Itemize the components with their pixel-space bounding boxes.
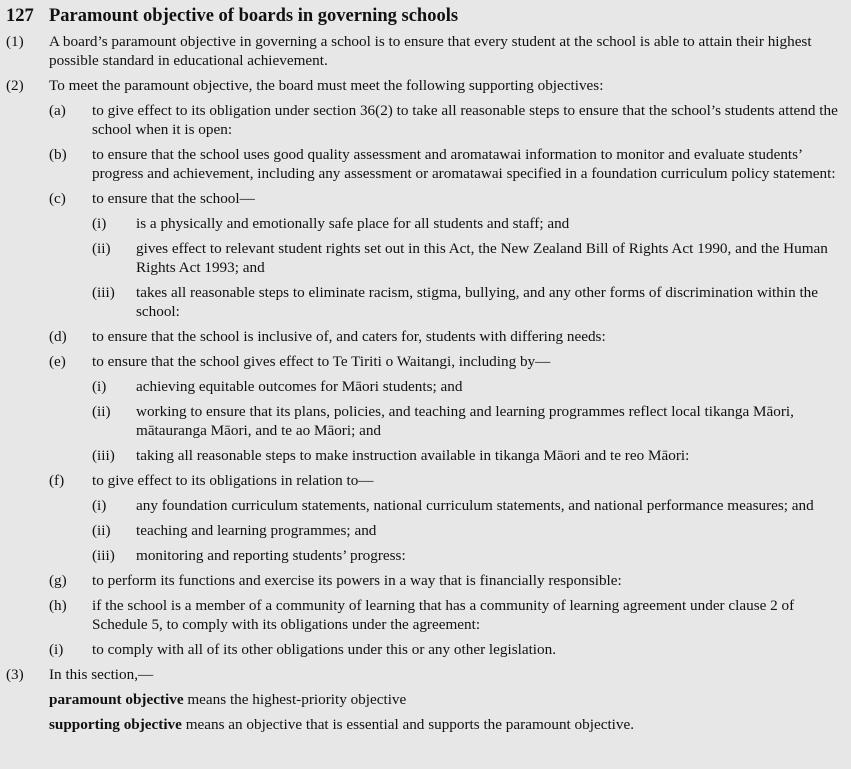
subparagraph-label: (ii) [92, 240, 111, 257]
subsection-1 [6, 32, 843, 70]
paragraph-label: (a) [49, 102, 66, 119]
subparagraph-e-iii [6, 446, 843, 465]
definition-term: paramount objective [49, 691, 184, 708]
section-heading [6, 5, 843, 27]
paragraph-text: if the school is a member of a community of learning that has a community of learning agreement under clause 2 of Schedule 5, to comply with its obligations under the agreement: [92, 597, 795, 633]
subsection-text: In this section,— [49, 666, 154, 683]
subparagraph-text: is a physically and emotionally safe place for all students and staff; and [136, 215, 570, 232]
paragraph-i [6, 640, 843, 659]
paragraph-label: (f) [49, 472, 65, 489]
paragraph-label: (i) [49, 641, 64, 658]
paragraph-c [6, 189, 843, 208]
section-number: 127 [6, 6, 34, 26]
paragraph-text: to ensure that the school uses good quality assessment and aromatawai information to monitor and evaluate students’ progress and achievement, including any assessment or aromatawai specified in a foundation curriculum policy statement: [92, 146, 836, 182]
subparagraph-f-i [6, 496, 843, 515]
subsection-3 [6, 665, 843, 684]
subparagraph-label: (i) [92, 378, 107, 395]
subsection-label: (1) [6, 33, 24, 50]
paragraph-text: to ensure that the school gives effect to Te Tiriti o Waitangi, including by— [92, 353, 551, 370]
paragraph-a [6, 101, 843, 139]
subparagraph-f-iii [6, 546, 843, 565]
subparagraph-e-ii [6, 402, 843, 440]
paragraph-g [6, 571, 843, 590]
definition-supporting-objective [6, 715, 843, 734]
paragraph-label: (d) [49, 328, 67, 345]
paragraph-b [6, 145, 843, 183]
subparagraph-text: working to ensure that its plans, policies, and teaching and learning programmes reflect local tikanga Māori, mātauranga Māori, and te ao Māori; and [136, 403, 794, 439]
subsection-text: A board’s paramount objective in governing a school is to ensure that every student at the school is able to attain their highest possible standard in educational achievement. [49, 33, 812, 69]
subparagraph-c-iii [6, 283, 843, 321]
subparagraph-label: (iii) [92, 284, 115, 301]
definition-paramount-objective [6, 690, 843, 709]
paragraph-label: (b) [49, 146, 67, 163]
paragraph-text: to ensure that the school is inclusive of, and caters for, students with differing needs: [92, 328, 606, 345]
subsection-label: (2) [6, 77, 24, 94]
subparagraph-label: (ii) [92, 403, 111, 420]
definition-meaning: means the highest-priority objective [183, 691, 407, 708]
definition-meaning: means an objective that is essential and supports the paramount objective. [181, 716, 635, 733]
subparagraph-text: any foundation curriculum statements, national curriculum statements, and national performance measures; and [136, 497, 814, 514]
subsection-label: (3) [6, 666, 24, 683]
subsection-2 [6, 76, 843, 95]
subparagraph-text: taking all reasonable steps to make instruction available in tikanga Māori and te reo Māori: [136, 447, 690, 464]
subparagraph-label: (iii) [92, 547, 115, 564]
paragraph-d [6, 327, 843, 346]
subparagraph-c-i [6, 214, 843, 233]
subsection-text: To meet the paramount objective, the board must meet the following supporting objectives: [49, 77, 604, 94]
subparagraph-f-ii [6, 521, 843, 540]
subparagraph-text: monitoring and reporting students’ progress: [136, 547, 406, 564]
paragraph-e [6, 352, 843, 371]
paragraph-f [6, 471, 843, 490]
definition-term: supporting objective [49, 716, 182, 733]
paragraph-h [6, 596, 843, 634]
subparagraph-text: gives effect to relevant student rights set out in this Act, the New Zealand Bill of Rights Act 1990, and the Human Rights Act 1993; and [136, 240, 828, 276]
subparagraph-e-i [6, 377, 843, 396]
subparagraph-text: takes all reasonable steps to eliminate racism, stigma, bullying, and any other forms of discrimination within the school: [136, 284, 819, 320]
paragraph-text: to comply with all of its other obligations under this or any other legislation. [92, 641, 556, 658]
paragraph-text: to give effect to its obligation under section 36(2) to take all reasonable steps to ensure that the school’s students attend the school when it is open: [92, 102, 838, 138]
subparagraph-label: (ii) [92, 522, 111, 539]
paragraph-label: (h) [49, 597, 67, 614]
paragraph-label: (e) [49, 353, 66, 370]
subparagraph-c-ii [6, 239, 843, 277]
paragraph-text: to perform its functions and exercise its powers in a way that is financially responsible: [92, 572, 622, 589]
subparagraph-label: (iii) [92, 447, 115, 464]
paragraph-label: (c) [49, 190, 66, 207]
paragraph-text: to give effect to its obligations in relation to— [92, 472, 374, 489]
paragraph-label: (g) [49, 572, 67, 589]
subparagraph-text: teaching and learning programmes; and [136, 522, 377, 539]
subparagraph-text: achieving equitable outcomes for Māori students; and [136, 378, 463, 395]
paragraph-text: to ensure that the school— [92, 190, 255, 207]
section-title: Paramount objective of boards in governing schools [49, 6, 459, 26]
subparagraph-label: (i) [92, 215, 107, 232]
subparagraph-label: (i) [92, 497, 107, 514]
